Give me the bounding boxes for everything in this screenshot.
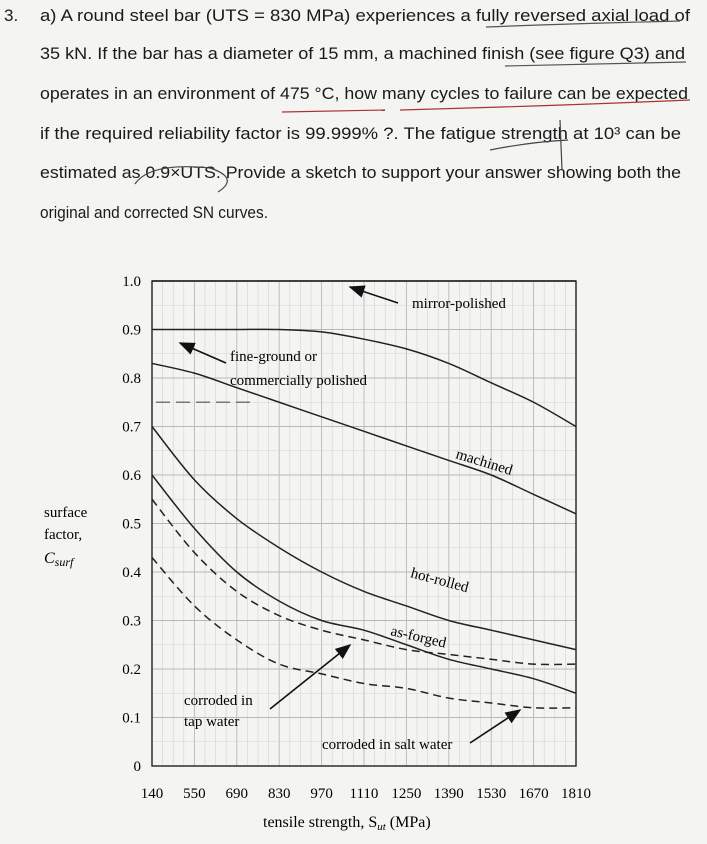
- ylabel-line-2: factor,: [44, 527, 83, 543]
- y-tick-label: 1.0: [122, 274, 141, 290]
- arrow-mirror-polished: [350, 287, 398, 303]
- question-line-3: operates in an environment of 475 °C, how many cycles to failure can be expected: [40, 84, 688, 103]
- y-tick-label: 0.6: [122, 468, 141, 484]
- x-tick-label: 1250: [391, 786, 422, 802]
- y-tick-label: 0.9: [122, 322, 141, 339]
- label-mirror-polished: mirror-polished: [412, 296, 506, 312]
- pen-underline-4: [400, 100, 690, 110]
- arrow-fine-ground: [180, 343, 226, 363]
- y-tick-label: 0: [133, 759, 141, 775]
- x-tick-label: 970: [310, 786, 333, 802]
- pen-circle: [135, 167, 227, 192]
- pen-underline-1: [486, 21, 680, 27]
- question-line-4: if the required reliability factor is 99.999% ?. The fatigue strength at 10³ can be: [40, 124, 681, 143]
- ylabel-line-1: surface: [44, 505, 88, 521]
- label-salt-water: corroded in salt water: [322, 737, 453, 753]
- arrow-tap-water: [270, 645, 350, 709]
- y-tick-label: 0.3: [122, 613, 141, 630]
- x-tick-label: 690: [225, 786, 249, 802]
- x-tick-label: 830: [267, 786, 291, 802]
- question-line-6: original and corrected SN curves.: [40, 203, 268, 222]
- pen-mark: [560, 120, 562, 170]
- x-tick-label: 1390: [433, 786, 464, 802]
- x-tick-label: 1810: [561, 786, 591, 802]
- x-tick-label: 550: [183, 786, 206, 802]
- pen-underline-2: [505, 62, 686, 66]
- y-tick-label: 0.5: [122, 516, 141, 533]
- question-text: [0, 0, 707, 235]
- ylabel-symbol: Csurf: [44, 550, 74, 569]
- question-number: 3.: [4, 6, 19, 25]
- label-as-forged: as-forged: [389, 623, 448, 652]
- label-tap-water-1: corroded in: [184, 693, 253, 709]
- label-tap-water-2: tap water: [184, 714, 240, 730]
- x-tick-label: 1670: [518, 786, 549, 802]
- y-tick-label: 0.8: [122, 371, 141, 387]
- y-tick-label: 0.1: [122, 710, 141, 727]
- xlabel: tensile strength, Sut (MPa): [263, 814, 431, 833]
- label-fine-ground-2: commercially polished: [230, 373, 368, 389]
- x-tick-label: 140: [140, 786, 164, 802]
- y-tick-label: 0.2: [122, 662, 141, 678]
- y-tick-label: 0.4: [122, 565, 141, 581]
- label-fine-ground-1: fine-ground or: [230, 349, 318, 365]
- x-tick-label: 1110: [349, 786, 379, 802]
- pen-underline-5: [490, 140, 568, 150]
- y-tick-label: 0.7: [122, 419, 141, 436]
- question-line-1: a) A round steel bar (UTS = 830 MPa) experiences a fully reversed axial load of: [40, 6, 690, 25]
- question-line-5: estimated as 0.9×UTS. Provide a sketch to support your answer showing both the: [40, 163, 681, 182]
- x-tick-label: 1530: [476, 786, 507, 802]
- question-line-2: 35 kN. If the bar has a diameter of 15 mm, a machined finish (see figure Q3) and: [40, 44, 685, 63]
- label-hot-rolled: hot-rolled: [408, 565, 471, 597]
- surface-factor-figure: [0, 235, 707, 839]
- pen-underline-3: [282, 110, 385, 112]
- surface-factor-chart: [0, 235, 707, 839]
- pen-annotations: [0, 0, 707, 235]
- label-machined: machined: [453, 446, 515, 479]
